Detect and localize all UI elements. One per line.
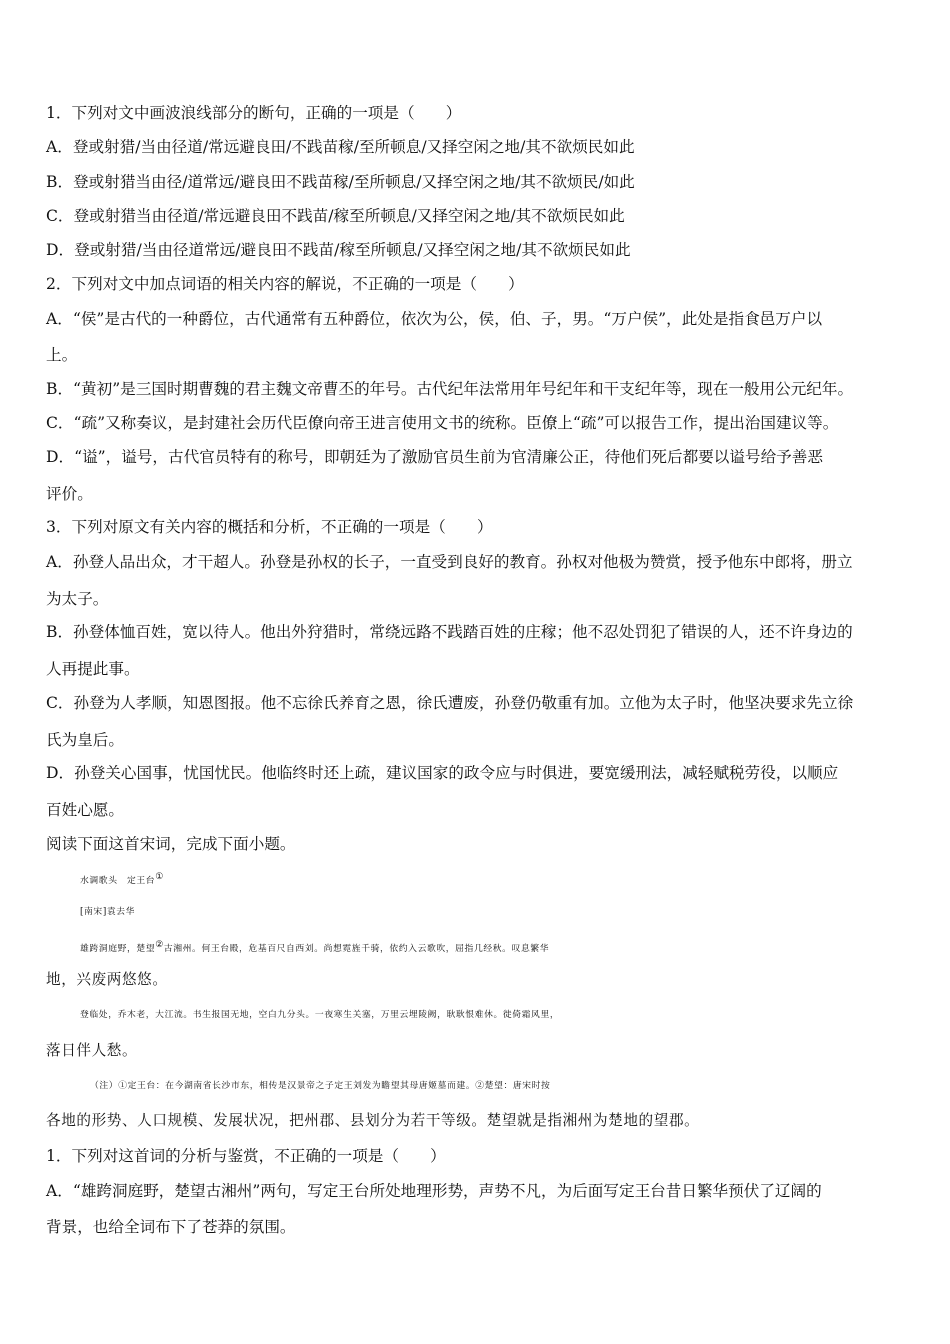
q3-option-d-line2: 百姓心愿。 [46,801,124,819]
q3-option-b-line1: B．孙登体恤百姓，宽以待人。他出外狩猎时，常绕远路不践踏百姓的庄稼；他不忍处罚犯了错误的人，还不许身边的 [46,623,853,641]
poem-stanza1-b: 古湘州。何王台殿，危基百尺自西刘。尚想霓旌千骑，依约入云歌吹，屈指几经秋。叹息繁华 [163,943,550,954]
q1-option-d: D．登或射猎/当由径道常远/避良田不践苗/稼至所顿息/又择空闲之地/其不欲烦民如此 [46,241,631,259]
q1-option-a: A．登或射猎/当由径道/常远避良田/不践苗稼/至所顿息/又择空闲之地/其不欲烦民如此 [46,138,635,156]
q1-stem: 1．下列对文中画波浪线部分的断句，正确的一项是（ ） [46,104,462,122]
poem-author: [南宋]袁去华 [80,907,136,917]
poem-stanza1-line1 [80,935,950,959]
q3-option-a-line1: A．孙登人品出众，才干超人。孙登是孙权的长子，一直受到良好的教育。孙权对他极为赞赏，授予他东中郎将，册立 [46,553,853,571]
q3-option-d-line1: D．孙登关心国事，忧国忧民。他临终时还上疏，建议国家的政令应与时俱进，要宽缓刑法，减轻赋税劳役，以顺应 [46,764,839,782]
poem-annotation-line1: （注）①定王台：在今湖南省长沙市东，相传是汉景帝之子定王刘发为瞻望其母唐姬墓而建。②楚望：唐宋时按 [90,1081,551,1091]
q4-option-a-line1: A．“雄跨洞庭野，楚望古湘州”两句，写定王台所处地理形势，声势不凡，为后面写定王台昔日繁华预伏了辽阔的 [46,1182,822,1200]
q3-option-c-line2: 氏为皇后。 [46,731,124,749]
q2-option-a-line2: 上。 [46,346,78,364]
q4-option-a-line2: 背景，也给全词布下了苍莽的氛围。 [46,1218,296,1236]
poem-title-note-mark: ① [155,872,164,882]
poem-stanza2-line2: 落日伴人愁。 [46,1042,138,1059]
q2-option-d-line1: D．“谥”，谥号，古代官员特有的称号，即朝廷为了激励官员生前为官清廉公正，待他们死后都要以谥号给予善恶 [46,448,823,466]
q2-option-c: C．“疏”又称奏议，是封建社会历代臣僚向帝王进言使用文书的统称。臣僚上“疏”可以报告工作，提出治国建议等。 [46,414,839,432]
q2-stem: 2．下列对文中加点词语的相关内容的解说，不正确的一项是（ ） [46,275,524,293]
poem-stanza1-line2: 地，兴废两悠悠。 [46,971,168,988]
q3-option-c-line1: C．孙登为人孝顺，知恩图报。他不忘徐氏养育之恩，徐氏遭废，孙登仍敬重有加。立他为太子时，他坚决要求先立徐 [46,694,854,712]
q4-stem: 1．下列对这首词的分析与鉴赏，不正确的一项是（ ） [46,1147,446,1165]
poem-note2-mark: ② [155,940,164,950]
poem-intro: 阅读下面这首宋词，完成下面小题。 [46,835,296,853]
poem-annotation-line2: 各地的形势、人口规模、发展状况，把州郡、县划分为若干等级。楚望就是指湘州为楚地的望郡。 [46,1112,700,1129]
poem-stanza2-line1: 登临处，乔木老，大江流。书生报国无地，空白九分头。一夜寒生关塞，万里云埋陵阙，耿耿恨难休。徙倚霜风里， [80,1010,560,1020]
q1-option-c: C．登或射猎当由径道/常远避良田不践苗/稼至所顿息/又择空闲之地/其不欲烦民如此 [46,207,625,225]
q2-option-d-line2: 评价。 [46,485,93,503]
q3-option-a-line2: 为太子。 [46,590,109,608]
q2-option-a-line1: A．“侯”是古代的一种爵位，古代通常有五种爵位，依次为公，侯，伯、子，男。“万户侯”，此处是指食邑万户以 [46,310,823,328]
poem-title [80,867,950,891]
q2-option-b: B．“黄初”是三国时期曹魏的君主魏文帝曹丕的年号。古代纪年法常用年号纪年和干支纪年等，现在一般用公元纪年。 [46,380,854,398]
poem-stanza1-a: 雄跨洞庭野，楚望 [80,943,156,954]
q1-option-b: B．登或射猎当由径/道常远/避良田不践苗稼/至所顿息/又择空闲之地/其不欲烦民/如此 [46,173,635,191]
q3-option-b-line2: 人再提此事。 [46,660,140,678]
q3-stem: 3．下列对原文有关内容的概括和分析，不正确的一项是（ ） [46,518,493,536]
poem-title-text: 水调歌头 定王台 [80,875,156,886]
